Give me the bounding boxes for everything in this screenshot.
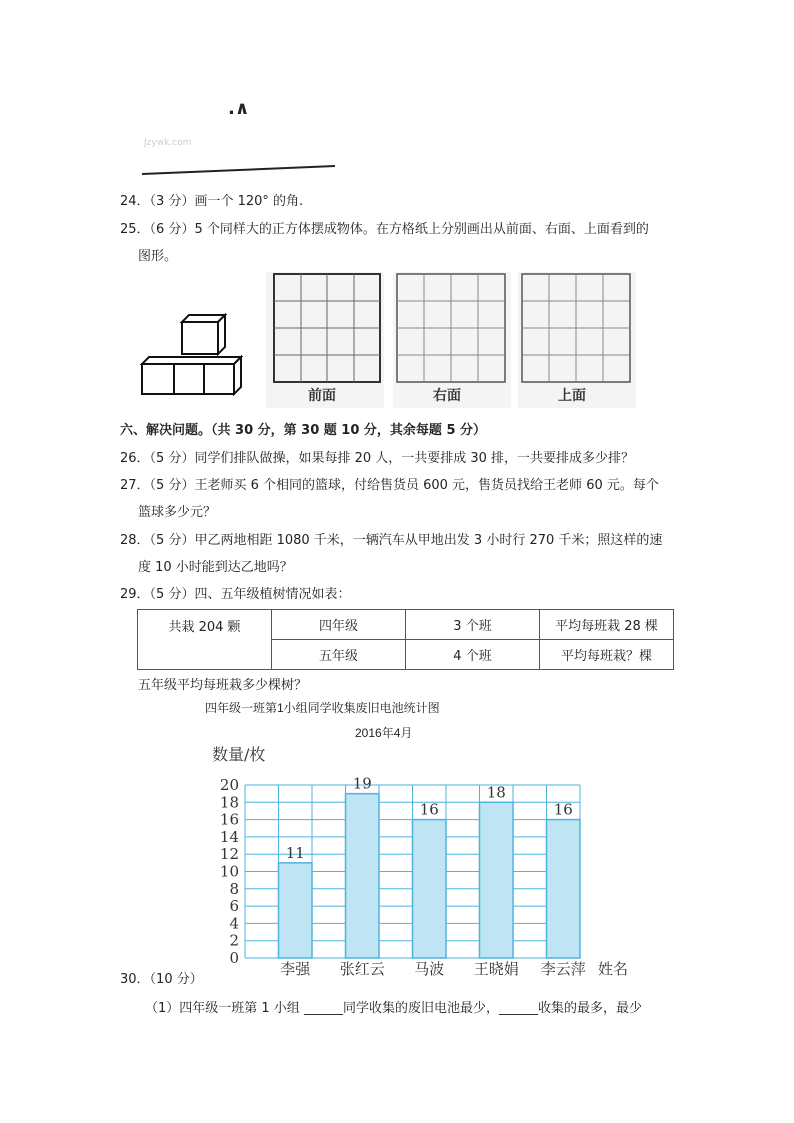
data-label: 16 bbox=[419, 800, 439, 819]
question-30-sub1: （1）四年级一班第 1 小组 ______同学收集的废旧电池最少，______收集的最多，最少 bbox=[145, 1001, 642, 1016]
y-tick-label: 2 bbox=[229, 931, 239, 950]
right-view-label: 右面 bbox=[433, 388, 461, 404]
ray-line bbox=[140, 162, 340, 178]
planting-table bbox=[137, 609, 674, 670]
question-28-cont: 度 10 小时能到达乙地吗？ bbox=[138, 560, 293, 575]
question-28: 28．（5 分）甲乙两地相距 1080 千米，一辆汽车从甲地出发 3 小时行 270 千米；照这样的速 bbox=[120, 533, 663, 548]
right-view-grid[interactable] bbox=[393, 272, 511, 408]
question-27-cont: 篮球多少元？ bbox=[138, 505, 217, 520]
table-classes: 4 个班 bbox=[406, 640, 540, 670]
y-tick-label: 6 bbox=[229, 897, 239, 916]
table-grade: 四年级 bbox=[272, 610, 406, 640]
table-avg: 平均每班栽？棵 bbox=[540, 640, 674, 670]
cubes-figure bbox=[138, 312, 248, 402]
category-label: 王晓娟 bbox=[473, 960, 519, 978]
y-tick-label: 4 bbox=[229, 914, 239, 933]
x-axis-label: 姓名 bbox=[598, 960, 629, 978]
table-classes: 3 个班 bbox=[406, 610, 540, 640]
question-29: 29．（5 分）四、五年级植树情况如表： bbox=[120, 587, 351, 602]
bar bbox=[346, 794, 380, 958]
y-tick-label: 18 bbox=[219, 793, 239, 812]
data-label: 19 bbox=[352, 774, 372, 793]
table-grade: 五年级 bbox=[272, 640, 406, 670]
category-label: 李强 bbox=[280, 960, 311, 978]
y-tick-label: 10 bbox=[219, 862, 239, 881]
category-label: 马波 bbox=[414, 960, 445, 978]
top-view-label: 上面 bbox=[558, 388, 586, 404]
bar bbox=[547, 820, 581, 958]
bar bbox=[480, 802, 514, 958]
y-tick-label: 0 bbox=[229, 949, 239, 967]
table-avg: 平均每班栽 28 棵 bbox=[540, 610, 674, 640]
category-label: 张红云 bbox=[339, 960, 385, 978]
data-label: 18 bbox=[486, 783, 506, 802]
y-axis-label: 数量/枚 bbox=[212, 745, 266, 764]
question-25-cont: 图形。 bbox=[138, 249, 178, 264]
y-tick-label: 14 bbox=[219, 827, 239, 846]
table-total: 共栽 204 颗 bbox=[138, 610, 272, 670]
top-view-grid[interactable] bbox=[518, 272, 636, 408]
front-view-grid[interactable] bbox=[266, 272, 384, 408]
question-27: 27．（5 分）王老师买 6 个相同的篮球，付给售货员 600 元，售货员找给王老师 60 元。每个 bbox=[120, 478, 659, 493]
question-30: 30．（10 分） bbox=[120, 972, 203, 987]
angle-mark: .∧ bbox=[228, 98, 250, 119]
bar bbox=[279, 863, 313, 958]
question-25: 25．（6 分）5 个同样大的正方体摆成物体。在方格纸上分别画出从前面、右面、上面看到的 bbox=[120, 222, 649, 237]
chart-subtitle: 2016年4月 bbox=[355, 726, 413, 740]
data-label: 16 bbox=[553, 800, 573, 819]
battery-bar-chart bbox=[200, 740, 660, 985]
y-tick-label: 12 bbox=[219, 845, 239, 864]
y-tick-label: 8 bbox=[229, 879, 239, 898]
y-tick-label: 16 bbox=[219, 810, 239, 829]
section-6-heading: 六、解决问题。（共 30 分，第 30 题 10 分，其余每题 5 分） bbox=[120, 423, 487, 438]
chart-title: 四年级一班第1小组同学收集废旧电池统计图 bbox=[205, 701, 440, 715]
question-29-ask: 五年级平均每班栽多少棵树？ bbox=[138, 678, 308, 693]
question-26: 26．（5 分）同学们排队做操，如果每排 20 人，一共要排成 30 排，一共要排成多少排？ bbox=[120, 451, 635, 466]
y-tick-label: 20 bbox=[219, 776, 239, 794]
question-24: 24．（3 分）画一个 120° 的角. bbox=[120, 194, 304, 209]
bar bbox=[413, 820, 447, 958]
data-label: 11 bbox=[285, 843, 305, 862]
category-label: 李云萍 bbox=[540, 960, 586, 978]
watermark: Jzywk.com bbox=[144, 138, 192, 148]
front-view-label: 前面 bbox=[308, 388, 336, 404]
